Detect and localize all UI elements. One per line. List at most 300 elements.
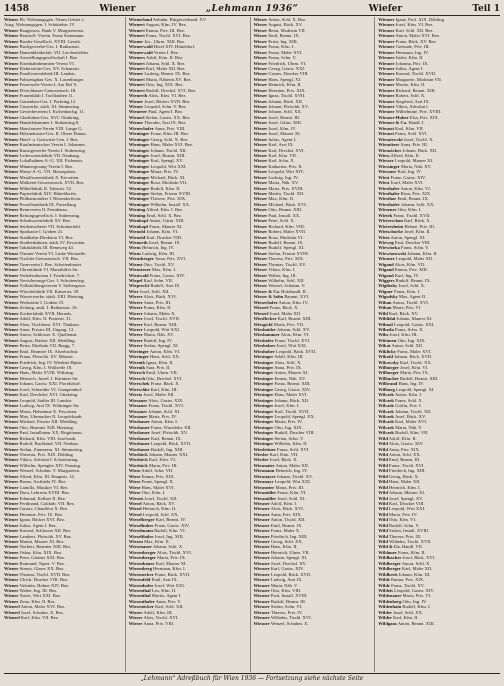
entry-name: Wiesinger	[253, 381, 274, 387]
entry-name: Wieser	[253, 142, 268, 148]
entry-text: Anton, Kfm. I.	[149, 419, 178, 425]
entry-name: Wieninger	[128, 152, 150, 158]
entry-name: Wiersch	[128, 370, 145, 376]
entry-name: Wiener	[4, 191, 19, 196]
entry-name: Wiesauer	[128, 397, 148, 403]
entry-name: Wiener	[4, 158, 19, 164]
entry-name: Wienert	[128, 27, 145, 33]
entry-name: Wienst	[128, 261, 143, 267]
entry-name: Wiesner	[253, 500, 270, 506]
entry-text: Schuhwarenfabrik XV. Bez.	[18, 218, 72, 224]
entry-text: Ludwig, Kfm. III.	[140, 250, 176, 256]
entry-text: Gustav, Drucker VIII.	[267, 71, 309, 77]
entry-name: Wieser	[128, 615, 143, 621]
entry-text: Alois, Schl. X.	[273, 359, 302, 365]
entry-text: Franz, Tischl. XVI.	[387, 462, 425, 468]
entry-name: Wildbacher	[378, 555, 402, 561]
entry-name: Wiener	[4, 71, 19, 77]
entry-text: Karl, Maler XII. Bez.	[144, 65, 186, 71]
entry-name: Wilde	[378, 582, 390, 588]
entry-name: Wiesinger	[253, 397, 274, 403]
entry-text: Max, Kfm. I.	[150, 267, 177, 273]
entry-text: Heinrich, Ing. IV.	[274, 468, 308, 474]
entry-text: Karl, Schl. XII. Bez.	[394, 27, 434, 33]
entry-name: Wieser	[253, 136, 268, 142]
entry-text: Maria, Hebamme X. Favoriten.	[18, 408, 78, 414]
entry-text: Rudolf, Buchbind. VII. Neubau.	[18, 441, 79, 447]
entry-text: Wenzel, Schuhm. V.	[267, 283, 306, 289]
entry-text: Anna, Priv. V.	[154, 598, 182, 604]
entry-text: Franz, Kfm. VI.	[276, 490, 307, 496]
entry-text: Wilhelm, Kfm. II.	[273, 441, 308, 447]
entry-name: Wiener	[4, 245, 19, 251]
entry-text: Viktor, Kfm. I.	[267, 267, 296, 273]
entry-name: Wieser	[253, 245, 268, 251]
entry-name: Wietschorke	[378, 229, 403, 235]
entry-text: Josef, Wirt XXI.	[153, 582, 185, 588]
entry-name: Wikotil	[378, 354, 393, 360]
entry-name: Wihnal	[378, 321, 393, 327]
entry-name: Wilder	[378, 615, 392, 621]
entry-text: Julius, Agent I.	[394, 65, 424, 71]
entry-text: Adolf, Schn. VII.	[140, 468, 174, 474]
entry-text: Hermann, Ing. IV.	[394, 49, 429, 55]
entry-name: Wihlidal	[378, 316, 396, 322]
entry-name: Wiesner	[253, 593, 270, 599]
entry-name: Wiener	[128, 71, 144, 77]
entry-text: Anton, Maler XVI. Bez.	[394, 33, 441, 39]
entry-name: Wieser	[253, 71, 268, 77]
entry-name: Wiesner	[378, 82, 395, 88]
entry-name: Wieninger	[128, 147, 150, 153]
entry-name: Wieser	[253, 239, 268, 245]
entry-name: Wild	[378, 479, 388, 485]
entry-text: Hans, Maler XVI. Bez.	[149, 142, 194, 148]
entry-name: Wiesinger	[253, 435, 274, 441]
entry-name: Wiesner	[253, 587, 270, 593]
entry-text: Johann, Bäck. XII.	[267, 98, 303, 104]
entry-name: Wiesinger	[253, 354, 274, 360]
entry-name: Wieselberger	[128, 517, 155, 523]
entry-text: Otto, Beamter XIII. Hietzing.	[18, 424, 74, 430]
entry-text: Johann, Schl. XX.	[399, 201, 435, 207]
entry-name: Wiesauer	[128, 413, 148, 419]
entry-name: Wiesnöcker	[378, 147, 402, 153]
entry-text: Franz, Maler XVI.	[396, 348, 432, 354]
entry-name: Wiener	[4, 587, 19, 593]
entry-name: Wiese	[128, 479, 141, 485]
entry-name: Wiener	[4, 38, 19, 44]
entry-name: Wiener	[128, 38, 144, 44]
entry-text: Karl, Schn. X.	[267, 158, 295, 164]
entry-name: Wienkopf	[128, 223, 149, 229]
entry-text: Anna, Priv. VIII.	[142, 620, 175, 626]
entry-text: Karl, Schn. VII.	[142, 278, 173, 283]
entry-name: Wiesinger	[253, 413, 274, 419]
entry-name: Wietek	[378, 212, 393, 218]
entry-name: Wietz	[378, 234, 390, 240]
entry-text: Buchgewerbe-Ges. I. Rathausstr.	[18, 44, 80, 50]
entry-text: Otto, Drechsl. XVI.	[145, 375, 183, 381]
entry-text: Lokalbahnen A.-G. XII. Eichenstr.	[18, 158, 84, 164]
entry-text: Therese, Priv. IX.	[387, 533, 422, 539]
entry-text: Rosa, Modistin VII.	[149, 180, 188, 186]
entry-text: Anbahn. Bürgerverband. XV.	[151, 17, 207, 22]
entry-name: Wiesniewski	[378, 136, 403, 142]
entry-text: Wilhelm, Tischl. XVII.	[387, 539, 432, 544]
entry-text: Kaufmännischer Verein I. Johannes.	[18, 142, 86, 148]
entry-text: Ausstellungsgesellschaft I. Bez.	[18, 55, 79, 61]
entry-text: Emil, Beamter IX. Alserbachstr.	[18, 348, 79, 354]
entry-text: Rudolf, Drucker VIII.	[273, 430, 315, 436]
entry-name: Wierer	[128, 305, 143, 311]
entry-name: Wiening	[128, 207, 146, 213]
entry-name: Wiesenbauer	[128, 560, 155, 566]
entry-name: Wild	[378, 511, 388, 517]
entry-name: Wieser	[253, 104, 268, 109]
entry-text: Anton, Schl. XX.	[387, 452, 421, 457]
entry-name: Wildauer	[378, 549, 397, 555]
entry-name: Wieshaider	[253, 326, 276, 332]
entry-name: Wiener	[4, 571, 19, 577]
entry-name: Wiener	[128, 120, 144, 126]
entry-text: Margarete, Modistin VII.	[394, 76, 442, 82]
entry-text: Karl, Spengl. XV.	[149, 158, 184, 164]
entry-text: Josef, Spengl. XV.	[387, 495, 424, 501]
entry-text: Paul, Install. XX.	[267, 212, 301, 218]
entry-name: Wieprecht	[128, 283, 150, 289]
entry-name: Wiesinger	[253, 430, 274, 436]
entry-name: Wiesner	[253, 582, 270, 588]
entry-name: Wietersheim	[378, 223, 404, 229]
entry-name: Wiener	[4, 49, 19, 55]
entry-name: Wiener	[4, 593, 19, 599]
entry-name: Wiersch	[128, 375, 145, 381]
entry-text: Friedrich, Uhrm. VI.	[267, 60, 307, 66]
entry-name: Wilburger	[378, 370, 399, 376]
entry-text: Leopold, Wirt XXI.	[273, 479, 311, 485]
entry-text: Kunstgewerbe-Verein I. Stubenring.	[18, 147, 86, 153]
entry-name: Wiener	[4, 392, 19, 398]
entry-text: Rudolf, Beamt. XIII.	[398, 375, 439, 381]
column-3	[254, 17, 376, 672]
entry-name: Wiener	[4, 163, 19, 169]
entry-name: Wiesner	[253, 539, 270, 544]
entry-text: Anna, Priv. IX.	[273, 365, 303, 370]
entry-text: Ignaz, Tischl. XVII.	[267, 93, 306, 99]
entry-name: Wiesnet	[378, 131, 394, 137]
entry-name: Wiesenöcker	[128, 604, 154, 610]
entry-name: Wiener	[4, 359, 19, 365]
entry-text: Wasserwerke, städt. XIII. Hietzing.	[18, 294, 85, 300]
entry-name: Wiener	[4, 386, 19, 392]
entry-text: Emma, Priv. XIII.	[393, 267, 428, 273]
entry-name: Wiener	[4, 555, 19, 561]
entry-text: Verein I. Bez.	[152, 49, 179, 55]
entry-text: Otto, Beamt. XIII.	[267, 207, 303, 213]
entry-name: Wiener	[4, 87, 19, 93]
entry-text: Alois, Gastw. XIV.	[387, 441, 424, 447]
entry-name: Wiener	[4, 223, 19, 229]
entry-text: Uhrenfabrik VI. Mariahilfer Str.	[18, 267, 79, 273]
entry-text: Baugenoss. Bank V. Margaretenstr.	[18, 27, 85, 33]
entry-text: Josef, Tischl. XII.	[143, 495, 178, 501]
entry-text: Leopold, Schl. XX.	[141, 511, 179, 517]
entry-text: Stefan, Schn. VI.	[269, 604, 303, 610]
entry-text: Tischler-Genossensch. VII. Bez.	[18, 256, 80, 262]
entry-name: Wieser	[253, 131, 268, 137]
entry-text: Johann, Bäck. XVII.	[392, 354, 433, 360]
entry-text: Paul, Installateur XX. Brigittenau.	[18, 430, 83, 436]
entry-name: Wienerl	[128, 114, 145, 120]
entry-text: Maria, Priv. III.	[147, 462, 178, 468]
entry-name: Wild	[378, 533, 388, 539]
entry-name: Wiesenthal	[128, 587, 151, 593]
entry-name: Wieselhuber	[128, 522, 154, 528]
entry-text: Alois, Kfm. VII.	[393, 261, 426, 267]
entry-text: Anna, Priv. III.	[142, 299, 172, 305]
entry-text: Karl, Bäck. X.	[402, 218, 431, 224]
entry-name: Wiesner	[253, 549, 270, 555]
entry-text: Anton, Schl. X. Bez.	[267, 17, 307, 22]
entry-name: Wild	[378, 473, 388, 479]
entry-text: Richard, Beamt. XIII.	[394, 87, 436, 93]
entry-name: Wiener	[4, 152, 19, 158]
entry-name: Wiesmayr	[253, 479, 274, 485]
entry-name: Wiesel	[128, 506, 142, 512]
entry-name: Wiener	[4, 321, 19, 327]
entry-text: Otto, Ing. XIX.	[273, 424, 303, 430]
entry-text: Molkerei-Genossensch. XVII. Bez.	[18, 180, 85, 186]
entry-name: Wild	[378, 462, 388, 468]
entry-name: Wiesinger	[253, 370, 274, 376]
entry-text: Karl, Arzt IX.	[267, 142, 294, 148]
entry-name: Wiener	[4, 397, 19, 403]
entry-text: Michael, Bäck. XVI.	[267, 201, 307, 207]
entry-name: Wienold	[128, 229, 146, 235]
entry-text: Thomas, Tischl. XVII. Bez.	[18, 571, 71, 577]
entry-text: Josef, Wirt XXI.	[275, 343, 307, 349]
entry-name: Wiener	[4, 288, 19, 294]
entry-name: Wiesböck	[128, 452, 148, 457]
entry-text: Franz, Beamt. XIII.	[273, 381, 311, 387]
entry-text: Hans, Ing. IV.	[397, 381, 425, 387]
entry-name: Wienert	[128, 22, 145, 28]
entry-text: Franz, Gastw. XIV.	[148, 272, 185, 278]
entry-name: Wieser	[253, 223, 268, 229]
entry-text: Wenzel, Schuhm. V. Margareten.	[18, 468, 81, 474]
entry-name: Wildberger	[378, 560, 401, 566]
entry-text: Werkstätte I. Graben 15.	[18, 299, 65, 305]
entry-text: Franz, Tischl. XVI. Bez.	[144, 33, 191, 39]
entry-name: Wiesner	[253, 620, 270, 626]
entry-text: Karl, Maurer XI.	[154, 560, 187, 566]
entry-name: Wiener	[4, 566, 19, 572]
entry-text: Anton, Maler XII.	[274, 462, 309, 468]
entry-name: Wiesthofer	[378, 201, 400, 207]
entry-text: Hermann, Kfm. I.	[151, 566, 186, 572]
entry-name: Wiener	[4, 375, 19, 381]
entry-text: Anton, Maurer XI.	[273, 370, 309, 376]
entry-text: Josef, Ing. XIII.	[153, 533, 184, 539]
entry-name: Wiener	[4, 343, 19, 349]
entry-name: Wieterschan	[378, 218, 403, 224]
entry-name: Wiener	[4, 169, 19, 175]
entry-text: Frauenklub I. Tuchlauben 11.	[18, 93, 74, 99]
entry-text: Seidenweberei VII. Schottenfeld.	[18, 223, 81, 229]
entry-name: Wiewiorka	[378, 245, 400, 251]
entry-name: Wiese	[128, 490, 141, 496]
entry-text: Hans, Maler XVI.	[140, 484, 175, 490]
entry-text: Bruno, Architekt IV. Bez.	[18, 479, 67, 485]
entry-name: Wieser	[128, 609, 143, 615]
entry-text: Franz, Bäck. X.	[149, 381, 180, 387]
entry-name: Wigand	[378, 261, 394, 267]
entry-name: Wieners	[128, 55, 145, 61]
entry-name: Wieser	[253, 38, 268, 44]
entry-name: Wiernik	[128, 359, 146, 365]
entry-name: Wiesner	[253, 598, 270, 604]
entry-text: Hermine, Priv. XIX.	[267, 87, 306, 93]
entry-text: Otto, Ing. XIX. Bez.	[144, 82, 184, 88]
page-footer: „Lehmann“ Adreßbuch für Wien 1936 — Fortsetzung siehe nächste Seite	[4, 673, 500, 684]
entry-name: Wild	[378, 435, 388, 441]
entry-name: Wiesen	[128, 539, 143, 544]
entry-text: Hans, Kfm. II.	[269, 544, 298, 550]
entry-text: Otto, Ing. XIX.	[396, 337, 426, 343]
entry-text: Gertrude, Priv. III.	[394, 44, 430, 50]
entry-text: Johann, Bäck. XII.	[273, 397, 310, 403]
entry-text: Wilhelm, Tischl. XVI.	[269, 615, 312, 621]
entry-name: Wiensberger	[128, 256, 154, 262]
entry-text: Holzhandl. II.	[280, 288, 307, 294]
entry-text: Straßenbahnen, städt. IV. Favoriten.	[18, 239, 86, 245]
entry-name: Wilczek	[378, 419, 394, 425]
entry-text: Verkehrsbureau I. Friedrichstr. 7.	[18, 272, 81, 278]
entry-text: Wilhelmine, Priv. XVIII.	[394, 109, 442, 115]
entry-name: Wiesner	[378, 60, 395, 66]
entry-name: Wiener	[4, 490, 19, 496]
entry-text: Franz, Schn. X.	[393, 326, 424, 332]
entry-text: Josef, Maurer XI.	[267, 131, 301, 137]
entry-name: Wiesmann	[253, 468, 275, 474]
entry-name: Wiesner	[253, 555, 270, 561]
entry-text: Karl, Kfm. VII.	[394, 125, 424, 131]
entry-name: Wiener	[4, 104, 19, 109]
entry-name: Wiesner	[378, 104, 395, 109]
entry-name: Wienerth	[128, 93, 148, 99]
entry-name: Wiener	[4, 44, 19, 50]
entry-name: Wiener	[4, 98, 19, 104]
entry-text: Stefan, Friseur XVIII.	[267, 250, 309, 256]
entry-name: Wieweg	[378, 239, 394, 245]
entry-name: Wieninger	[128, 196, 150, 202]
entry-text: Rosa, Priv. XIX.	[399, 191, 432, 196]
entry-text: Emma, Priv. XIX.	[389, 577, 425, 583]
entry-text: Josef, Bäck. XV.	[394, 413, 426, 419]
entry-text: Berta, Modistin VII. Burgg. 7.	[18, 343, 76, 349]
entry-text: Wenzel, Schuhm. X.	[269, 620, 309, 626]
entry-text: Leopold, Bäck. XVII.	[269, 571, 312, 577]
entry-text: Franz, Tischl. XVI.	[273, 337, 311, 343]
entry-name: Wiener	[4, 582, 19, 588]
entry-text: Anna, Priv. XIX.	[269, 511, 302, 517]
entry-text: Emil, Uhrm. VII.	[145, 370, 178, 376]
entry-text: Rudolf, Kfm. VII.	[394, 430, 429, 436]
entry-name: Wienert	[128, 60, 145, 66]
entry-name: Wiesinger	[253, 441, 274, 447]
entry-text: Karl, Gastw. XIV.	[269, 566, 304, 572]
entry-text: Sara, Priv. II.	[145, 365, 171, 370]
entry-name: Wieninger	[128, 180, 150, 186]
entry-name: Wiesner	[378, 109, 395, 115]
entry-name: Wiener	[128, 98, 144, 104]
entry-name: Wier	[128, 288, 139, 294]
entry-text: Emil, Arzt IX.	[150, 577, 178, 583]
entry-text: Maria, Priv. XVIII.	[267, 185, 304, 191]
entry-name: Wiesser	[378, 158, 394, 164]
entry-name: Wiener	[4, 430, 19, 436]
entry-name: Wihs	[378, 332, 389, 338]
entry-name: Wiener	[4, 473, 19, 479]
entry-text: Fleischhauer-Genossensch. III.	[18, 87, 77, 93]
entry-text: Georg, Gastw. XXI.	[267, 65, 306, 71]
entry-text: Martin, Tischl. XII.	[267, 191, 305, 196]
entry-name: Wiesner	[378, 27, 395, 33]
entry-name: Wiener	[4, 272, 19, 278]
entry-text: Stefan, Gastw. XX. Bez.	[144, 114, 191, 120]
entry-text: Viktor, Advokat I.	[394, 104, 429, 109]
entry-text: Sparkasse I. Graben 21.	[18, 229, 64, 235]
entry-name: Wiener	[4, 109, 19, 115]
entry-name: Wiener	[4, 93, 19, 99]
entry-name: Wiener	[4, 250, 19, 256]
entry-text: August, Bäck. XV.	[267, 22, 303, 28]
entry-name: Wiener	[4, 114, 19, 120]
entry-text: Leopold, Gastw. XXI.	[392, 321, 435, 327]
entry-name: Wiesinger	[253, 375, 274, 381]
entry-name: Wiener	[4, 17, 19, 22]
entry-name: Wiesner	[253, 566, 270, 572]
entry-name: Wiener	[4, 120, 19, 126]
entry-name: Wieser	[253, 250, 268, 256]
entry-name: Wild	[378, 441, 388, 447]
entry-text: Johann, Spengl. XI.	[269, 555, 308, 561]
entry-name: Wild	[378, 539, 388, 544]
entry-text: Franz, Schn. V.	[267, 55, 297, 61]
entry-name: Wieser	[253, 44, 268, 50]
entry-name: Wiesner	[378, 22, 395, 28]
entry-text: Katharina, Priv. II.	[267, 163, 303, 169]
entry-text: Handl. I.	[407, 120, 425, 126]
entry-name: Wierschke	[128, 386, 150, 392]
entry-name: Wienerl	[4, 609, 20, 615]
entry-name: Wiesner	[253, 511, 270, 517]
entry-text: Josef, Maler XII.	[268, 310, 301, 316]
entry-name: Wienert	[128, 76, 145, 82]
entry-name: Wiesler	[253, 452, 269, 457]
entry-name: Wiener	[4, 76, 19, 82]
entry-name: Wiesner	[378, 33, 395, 39]
entry-text: Leo, Kfm. II.	[150, 587, 177, 593]
entry-name: Wiesenberger	[128, 555, 156, 561]
entry-text: Michael, Bäck. XI.	[149, 174, 186, 180]
entry-name: Wieser	[253, 98, 268, 104]
entry-text: Anna, Priv. XIX.	[387, 446, 420, 452]
entry-text: Siegfried, Arzt IX.	[394, 98, 430, 104]
entry-name: Wienerwald	[128, 49, 153, 55]
entry-name: Wiest	[378, 180, 390, 186]
